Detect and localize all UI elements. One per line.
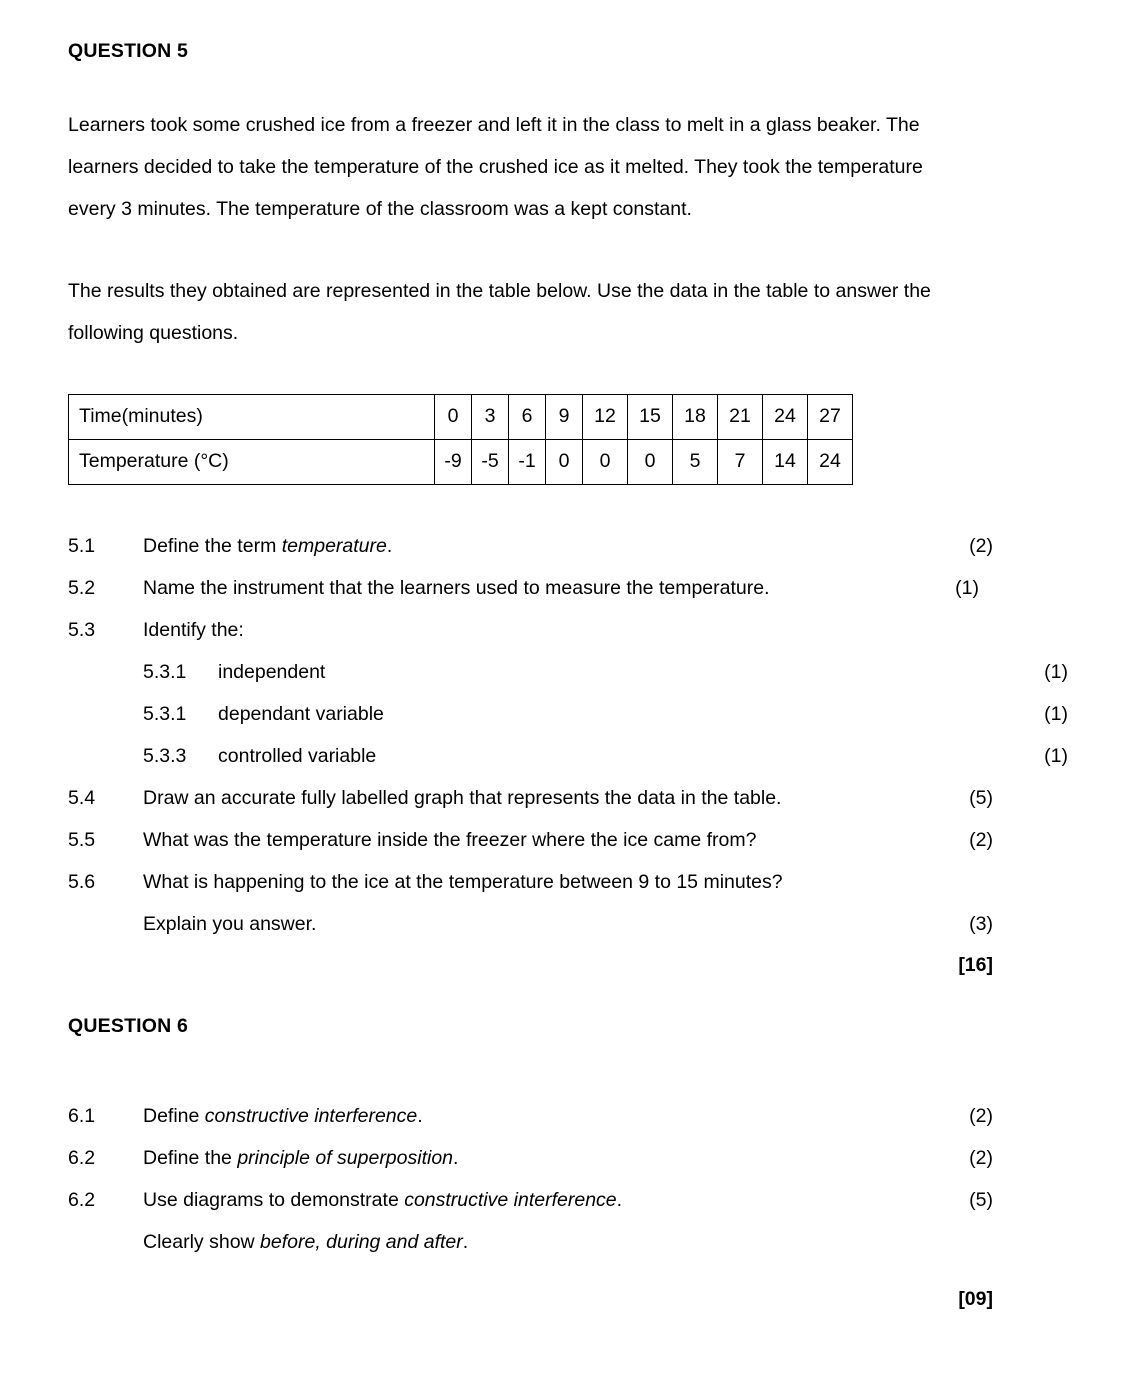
question-5-heading: QUESTION 5 bbox=[68, 40, 189, 62]
table-cell-time: 6 bbox=[509, 395, 546, 440]
question-number: 6.2 bbox=[68, 1147, 96, 1169]
question-item-6-1 bbox=[68, 1095, 993, 1137]
question-mark: (1) bbox=[1044, 745, 1068, 767]
question-text-plain: Clearly show bbox=[143, 1231, 261, 1253]
question-subitem-5-3-1 bbox=[68, 651, 1068, 693]
question-mark: (1) bbox=[955, 577, 979, 599]
question-item-5-6-continuation bbox=[68, 903, 993, 945]
table-cell-temperature: 0 bbox=[628, 440, 673, 485]
table-cell-temperature: 5 bbox=[673, 440, 718, 485]
question-text: What was the temperature inside the freezer where the ice came from? bbox=[143, 829, 757, 851]
question-subitem-5-3-3 bbox=[68, 735, 1068, 777]
total-value: [16] bbox=[958, 954, 993, 976]
page-content bbox=[68, 38, 1068, 1319]
table-cell-time: 9 bbox=[546, 395, 583, 440]
question-text bbox=[143, 1137, 947, 1179]
question-item-5-5 bbox=[68, 819, 993, 861]
question-text-plain: Define bbox=[143, 1105, 205, 1127]
question-mark: (5) bbox=[969, 787, 993, 809]
question-mark: (2) bbox=[969, 829, 993, 851]
question-text-plain: Define the bbox=[143, 1147, 238, 1169]
question-mark: (2) bbox=[969, 535, 993, 557]
question-number: 5.5 bbox=[68, 829, 96, 851]
question-text: Identify the: bbox=[143, 619, 244, 641]
question-item-5-6 bbox=[68, 861, 993, 903]
table-cell-temperature: 0 bbox=[546, 440, 583, 485]
question-text-plain: Use diagrams to demonstrate bbox=[143, 1189, 405, 1211]
table-cell-time: 0 bbox=[435, 395, 472, 440]
spacer bbox=[68, 1039, 993, 1079]
table-cell-time: 24 bbox=[763, 395, 808, 440]
table-cell-time: 27 bbox=[808, 395, 853, 440]
question-text-emphasis: constructive interference bbox=[204, 1105, 418, 1127]
question-text bbox=[143, 1095, 947, 1137]
spacer bbox=[68, 985, 993, 1013]
question-text: Explain you answer. bbox=[143, 913, 317, 935]
question-5-item-list bbox=[68, 525, 1068, 985]
question-text: controlled variable bbox=[218, 745, 377, 767]
question-number: 5.3.3 bbox=[143, 745, 187, 767]
question-text-tail: . bbox=[417, 1105, 423, 1127]
question-text: independent bbox=[218, 661, 326, 683]
table-cell-time: 15 bbox=[628, 395, 673, 440]
question-text-emphasis: before, during and after bbox=[260, 1231, 463, 1253]
question-mark: (3) bbox=[969, 913, 993, 935]
question-text-emphasis: principle of superposition bbox=[237, 1147, 454, 1169]
question-6-total bbox=[68, 1279, 993, 1319]
question-text-tail: . bbox=[386, 535, 393, 557]
table-cell-temperature: -9 bbox=[435, 440, 472, 485]
question-number: 5.4 bbox=[68, 787, 96, 809]
question-number: 5.3.1 bbox=[143, 661, 187, 683]
question-text: dependant variable bbox=[218, 703, 384, 725]
question-5-total bbox=[68, 945, 993, 985]
results-table bbox=[68, 394, 853, 485]
table-cell-temperature: 7 bbox=[718, 440, 763, 485]
table-row-label-time: Time(minutes) bbox=[69, 395, 435, 440]
question-number: 5.2 bbox=[68, 577, 96, 599]
table-cell-temperature: 24 bbox=[808, 440, 853, 485]
question-item-5-2 bbox=[68, 567, 993, 609]
question-number: 5.3.1 bbox=[143, 703, 187, 725]
table-cell-time: 21 bbox=[718, 395, 763, 440]
question-6-heading: QUESTION 6 bbox=[68, 1015, 189, 1037]
question-text bbox=[143, 1221, 947, 1263]
table-cell-temperature: 0 bbox=[583, 440, 628, 485]
table-cell-time: 18 bbox=[673, 395, 718, 440]
spacer bbox=[68, 64, 993, 104]
question-item-5-3 bbox=[68, 609, 993, 651]
table-row-label-temperature: Temperature (°C) bbox=[69, 440, 435, 485]
question-text-emphasis: temperature bbox=[281, 535, 387, 557]
question-text-tail: . bbox=[453, 1147, 459, 1169]
question-mark: (1) bbox=[1044, 661, 1068, 683]
question-text: Name the instrument that the learners used to measure the temperature. bbox=[143, 577, 770, 599]
question-item-5-1 bbox=[68, 525, 993, 567]
question-text-tail: . bbox=[616, 1189, 623, 1211]
question-number: 6.1 bbox=[68, 1105, 96, 1127]
question-5-intro-paragraph: Learners took some crushed ice from a freezer and left it in the class to melt in a glass beaker. The learners decided to take the temperature of the crushed ice as it melted. They took the temperature every 3 minutes. The temperature of the classroom was a kept constant. bbox=[68, 114, 923, 220]
question-number: 5.6 bbox=[68, 871, 96, 893]
table-row-time bbox=[69, 395, 853, 440]
question-item-6-2-continuation bbox=[68, 1221, 993, 1263]
spacer bbox=[68, 354, 993, 394]
question-item-6-2 bbox=[68, 1137, 993, 1179]
spacer bbox=[68, 485, 993, 525]
question-mark: (2) bbox=[969, 1105, 993, 1127]
question-text-plain: Define the term bbox=[143, 535, 282, 557]
question-6-item-list bbox=[68, 1095, 993, 1319]
question-text-tail: . bbox=[462, 1231, 469, 1253]
spacer bbox=[68, 1079, 993, 1095]
question-5-instruction-paragraph: The results they obtained are represented in the table below. Use the data in the table to answer the following questions. bbox=[68, 280, 931, 344]
question-text bbox=[143, 1179, 947, 1221]
table-row-temperature bbox=[69, 440, 853, 485]
question-number: 6.2 bbox=[68, 1189, 96, 1211]
question-mark: (1) bbox=[1044, 703, 1068, 725]
question-text: What is happening to the ice at the temperature between 9 to 15 minutes? bbox=[143, 871, 783, 893]
question-mark: (2) bbox=[969, 1147, 993, 1169]
question-text: Draw an accurate fully labelled graph that represents the data in the table. bbox=[143, 787, 782, 809]
question-item-6-2-duplicate bbox=[68, 1179, 993, 1221]
total-value: [09] bbox=[958, 1288, 993, 1310]
question-text-emphasis: constructive interference bbox=[404, 1189, 617, 1211]
question-text bbox=[143, 525, 947, 567]
question-subitem-5-3-1-duplicate bbox=[68, 693, 1068, 735]
table-cell-temperature: -5 bbox=[472, 440, 509, 485]
question-mark: (5) bbox=[969, 1189, 993, 1211]
table-cell-time: 12 bbox=[583, 395, 628, 440]
question-item-5-4 bbox=[68, 777, 993, 819]
table-cell-time: 3 bbox=[472, 395, 509, 440]
table-cell-temperature: 14 bbox=[763, 440, 808, 485]
table-cell-temperature: -1 bbox=[509, 440, 546, 485]
question-number: 5.1 bbox=[68, 535, 96, 557]
spacer bbox=[68, 1263, 993, 1279]
spacer bbox=[68, 230, 993, 270]
question-number: 5.3 bbox=[68, 619, 96, 641]
